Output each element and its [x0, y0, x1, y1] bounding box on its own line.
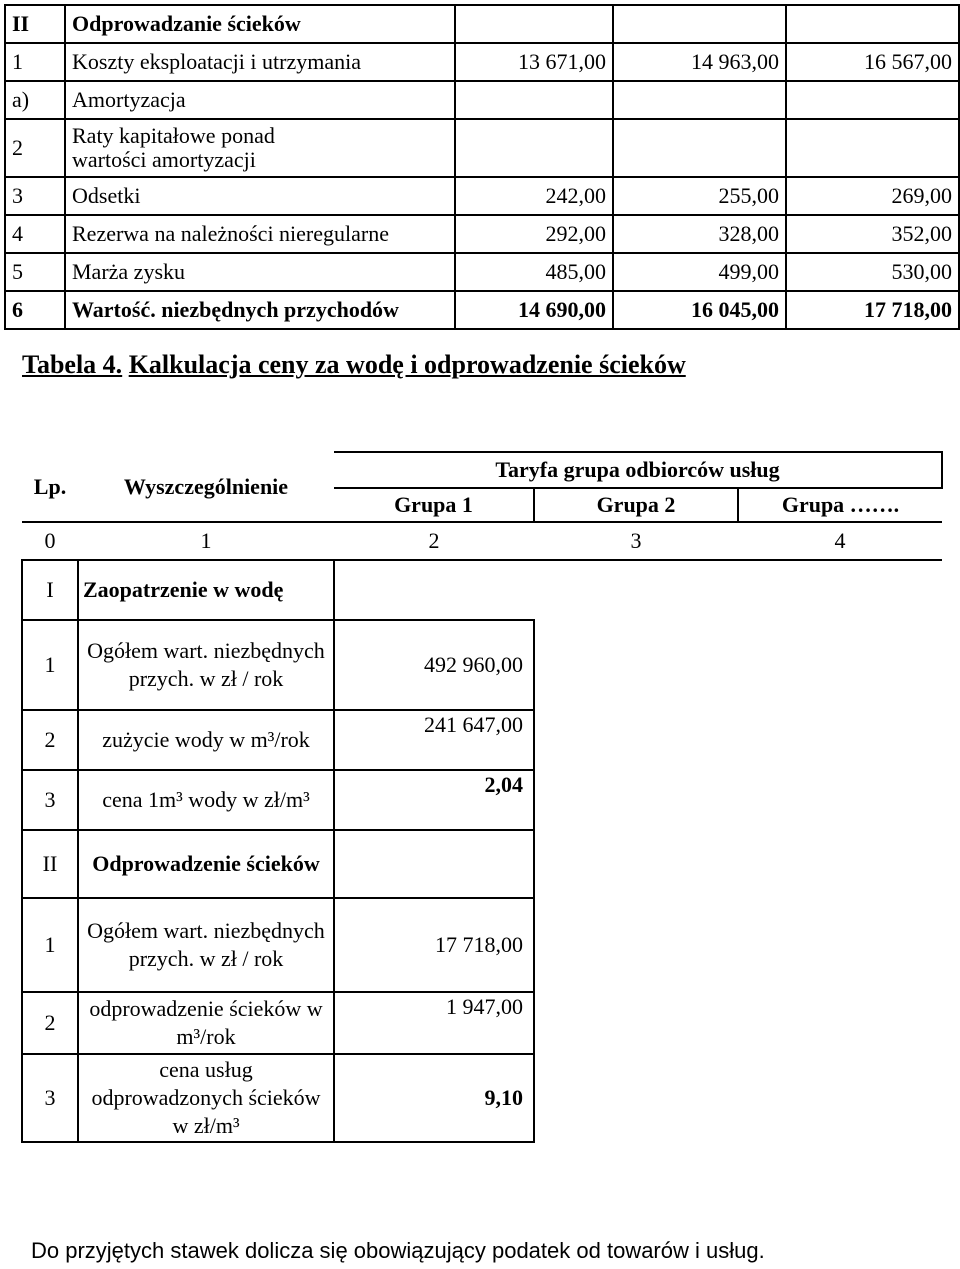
row-value: 13 671,00: [455, 43, 613, 81]
row-name: Rezerwa na należności nieregularne: [65, 215, 455, 253]
price-calculation-table: [21, 451, 943, 1143]
index-cell: 4: [738, 522, 942, 560]
table-caption: [22, 350, 686, 380]
row-value: 9,10: [334, 1054, 534, 1142]
row-name: Odsetki: [65, 177, 455, 215]
row-name: Marża zysku: [65, 253, 455, 291]
index-cell: 3: [534, 522, 738, 560]
row-value: 16 567,00: [786, 43, 959, 81]
tax-note: Do przyjętych stawek dolicza się obowiązujący podatek od towarów i usług.: [31, 1238, 765, 1263]
row-name: Wartość. niezbędnych przychodów: [65, 291, 455, 329]
row-value: [455, 119, 613, 177]
table-row: [5, 177, 959, 215]
row-name: cena usług odprowadzonych ścieków w zł/m³: [78, 1054, 334, 1142]
row-lp: 2: [22, 992, 78, 1054]
table-row: [5, 215, 959, 253]
row-value: [455, 5, 613, 43]
header-group: Grupa …….: [738, 488, 942, 522]
row-value: [738, 770, 942, 830]
row-value: [738, 1054, 942, 1142]
caption-prefix: Tabela 4.: [22, 350, 123, 379]
header-group: Grupa 1: [334, 488, 534, 522]
row-value: 17 718,00: [334, 898, 534, 992]
cost-table: [4, 4, 960, 330]
row-value: 242,00: [455, 177, 613, 215]
row-lp: 6: [5, 291, 65, 329]
index-row: [22, 522, 942, 560]
row-lp: 2: [5, 119, 65, 177]
row-name: Odprowadzenie ścieków: [78, 830, 334, 898]
row-name: Odprowadzanie ścieków: [65, 5, 455, 43]
row-value: [534, 830, 738, 898]
row-name: Raty kapitałowe ponad wartości amortyzacji: [65, 119, 455, 177]
index-cell: 2: [334, 522, 534, 560]
row-value: 499,00: [613, 253, 786, 291]
row-value: 530,00: [786, 253, 959, 291]
row-lp: 1: [22, 898, 78, 992]
row-value: 492 960,00: [334, 620, 534, 710]
table-row: [5, 5, 959, 43]
row-lp: a): [5, 81, 65, 119]
table-row: [22, 898, 942, 992]
row-value: [613, 5, 786, 43]
table-row: [5, 119, 959, 177]
row-value: [738, 560, 942, 620]
table-row: [22, 992, 942, 1054]
header-row: [22, 452, 942, 488]
row-value: [534, 620, 738, 710]
row-lp: 3: [22, 1054, 78, 1142]
table-row: [5, 291, 959, 329]
row-lp: 4: [5, 215, 65, 253]
row-name: Zaopatrzenie w wodę: [78, 560, 334, 620]
row-value: [786, 81, 959, 119]
row-name: Ogółem wart. niezbędnych przych. w zł / rok: [78, 620, 334, 710]
row-lp: 5: [5, 253, 65, 291]
row-value: [613, 81, 786, 119]
row-name: Koszty eksploatacji i utrzymania: [65, 43, 455, 81]
row-value: 255,00: [613, 177, 786, 215]
row-value: [786, 5, 959, 43]
row-lp: 3: [5, 177, 65, 215]
table-row: [22, 620, 942, 710]
row-value: [334, 830, 534, 898]
caption-text: Kalkulacja ceny za wodę i odprowadzenie ścieków: [128, 350, 686, 379]
row-lp: 1: [5, 43, 65, 81]
header-name: Wyszczególnienie: [123, 473, 289, 499]
row-value: 2,04: [334, 770, 534, 830]
row-value: [534, 560, 738, 620]
row-lp: II: [5, 5, 65, 43]
table-row: [5, 253, 959, 291]
row-value: [738, 830, 942, 898]
row-value: 16 045,00: [613, 291, 786, 329]
row-lp: 1: [22, 620, 78, 710]
header-tariff: Taryfa grupa odbiorców usług: [334, 452, 942, 488]
header-group: Grupa 2: [534, 488, 738, 522]
row-value: [786, 119, 959, 177]
table-row: [22, 560, 942, 620]
row-value: [534, 992, 738, 1054]
row-value: 269,00: [786, 177, 959, 215]
table-row: [22, 710, 942, 770]
row-value: 485,00: [455, 253, 613, 291]
row-lp: I: [22, 560, 78, 620]
row-lp: 3: [22, 770, 78, 830]
row-value: [455, 81, 613, 119]
row-value: [738, 898, 942, 992]
row-name: Amortyzacja: [65, 81, 455, 119]
row-value: [738, 992, 942, 1054]
row-name: cena 1m³ wody w zł/m³: [78, 770, 334, 830]
row-value: 328,00: [613, 215, 786, 253]
row-value: 352,00: [786, 215, 959, 253]
row-name: zużycie wody w m³/rok: [78, 710, 334, 770]
row-value: [738, 710, 942, 770]
row-value: [738, 620, 942, 710]
table-row: [5, 43, 959, 81]
row-value: [534, 1054, 738, 1142]
index-cell: 0: [22, 522, 78, 560]
row-value: [534, 710, 738, 770]
row-value: [534, 898, 738, 992]
row-name: Ogółem wart. niezbędnych przych. w zł / rok: [78, 898, 334, 992]
row-value: 17 718,00: [786, 291, 959, 329]
row-value: [334, 560, 534, 620]
index-cell: 1: [78, 522, 334, 560]
row-value: [534, 770, 738, 830]
table-row: [22, 1054, 942, 1142]
row-value: 1 947,00: [334, 992, 534, 1054]
table-row: [22, 770, 942, 830]
row-value: 241 647,00: [334, 710, 534, 770]
table-row: [5, 81, 959, 119]
row-lp: 2: [22, 710, 78, 770]
row-lp: II: [22, 830, 78, 898]
row-value: 14 963,00: [613, 43, 786, 81]
row-name: odprowadzenie ścieków w m³/rok: [78, 992, 334, 1054]
header-lp: Lp.: [33, 473, 67, 499]
table-row: [22, 830, 942, 898]
row-value: [613, 119, 786, 177]
row-value: 14 690,00: [455, 291, 613, 329]
row-value: 292,00: [455, 215, 613, 253]
